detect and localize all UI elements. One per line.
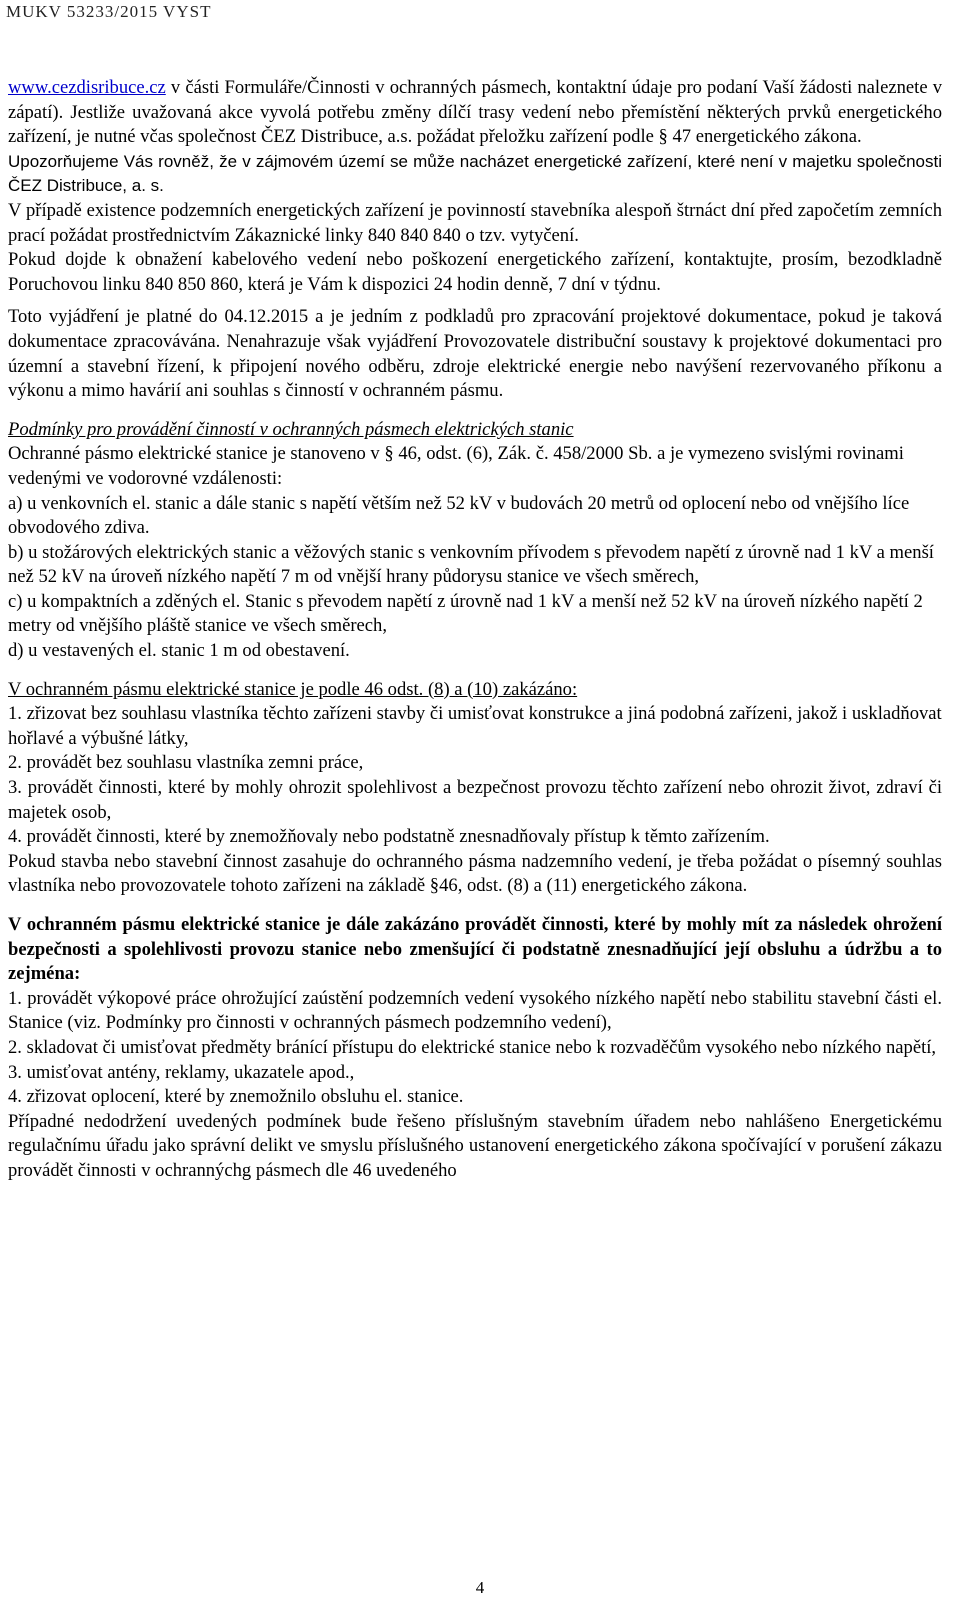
prohibited-heading: V ochranném pásmu elektrické stanice je podle 46 odst. (8) a (10) zakázáno:: [8, 678, 578, 700]
further-item-1: 1. provádět výkopové práce ohrožující zaústění podzemních vedení vysokého nízkého napětí nebo stabilitu stavební části el. Stanice (viz. Podmínky pro činnosti v ochranných pásmech podzemního vedení),: [8, 987, 942, 1034]
intro-paragraph-1: [8, 76, 942, 150]
document-reference-header: MUKV 53233/2015 VYST: [6, 2, 212, 21]
stations-paragraph: Ochranné pásmo elektrické stanice je stanoveno v § 46, odst. (6), Zák. č. 458/2000 Sb. a je vymezeno svislými rovinami vedenými ve vodorovné vzdálenosti:: [8, 443, 904, 489]
website-link[interactable]: www.cezdisribuce.cz: [8, 77, 166, 98]
further-heading: V ochranném pásmu elektrické stanice je dále zakázáno provádět činnosti, které by mohly mít za následek ohrožení bezpečnosti a spolehlivosti provozu stanice nebo zmenšující či podstatně znesnadňující její obsluhu a údržbu a to zejména:: [8, 914, 942, 985]
prohibited-item-4: 4. provádět činnosti, které by znemožňovaly nebo podstatně znesnadňovaly přístup k těmto zařízením.: [8, 826, 770, 848]
stations-item-d: d) u vestavených el. stanic 1 m od obestavení.: [8, 640, 350, 662]
document-body: [8, 76, 942, 1184]
intro-paragraph-3: V případě existence podzemních energetických zařízení je povinností stavebníka alespoň štrnáct dní před započetím zemních prací požádat prostřednictvím Zákaznické linky 840 840 840 o tzv. vytyčení.: [8, 199, 942, 246]
prohibited-item-1: 1. zřizovat bez souhlasu vlastníka těchto zařízeni stavby či umisťovat konstrukce a jiná podobná zařízeni, jakož i uskladňovat hořlavé a výbušné látky,: [8, 703, 942, 749]
intro-paragraph-4: Pokud dojde k obnažení kabelového vedení nebo poškození energetického zařízení, kontaktujte, prosím, bezodkladně Poruchovou linku 840 850 860, která je Vám k dispozici 24 hodin denně, 7 dní v týdnu.: [8, 249, 942, 295]
further-item-4: 4. zřizovat oplocení, které by znemožnilo obsluhu el. stanice.: [8, 1086, 464, 1108]
prohibited-item-3: 3. provádět činnosti, které by mohly ohrozit spolehlivost a bezpečnost provozu těchto zařízení nebo ohrozit život, zdraví či majetek osob,: [8, 777, 942, 823]
stations-item-a: a) u venkovních el. stanic a dále stanic s napětí větším než 52 kV v budovách 20 metrů od oplocení nebo od vnějšího líce obvodového zdiva.: [8, 492, 910, 539]
intro-paragraph-2: Upozorňujeme Vás rovněž, že v zájmovém území se může nacházet energetické zařízení, které není v majetku společnosti ČEZ Distribuce, a. s.: [8, 151, 942, 196]
validity-paragraph: Toto vyjádření je platné do 04.12.2015 a je jedním z podkladů pro zpracování projektové dokumentace, pokud je taková dokumentace zpracovávána. Nenahrazuje však vyjádření Provozovatele distribuční soustavy k projektové dokumentaci pro územní a stavební řízení, k připojení nového odběru, zdroje elektrické energie nebo navýšení rezervovaného příkonu a výkonu a mimo havárií ani souhlas s činností v ochranném pásmu.: [8, 306, 942, 402]
prohibited-item-2: 2. provádět bez souhlasu vlastníka zemni práce,: [8, 752, 364, 774]
further-item-2: 2. skladovat či umisťovat předměty bránící přístupu do elektrické stanice nebo k rozvaděčům vysokého nebo nízkého napětí,: [8, 1036, 937, 1058]
further-item-3: 3. umisťovat antény, reklamy, ukazatele apod.,: [8, 1061, 355, 1083]
stations-item-b: b) u stožárových elektrických stanic a věžových stanic s venkovním přívodem s převodem napětí z úrovně nad 1 kV a menší než 52 kV na úroveň nízkého napětí 7 m od vnější hrany půdorysu stanice ve všech směrech,: [8, 541, 934, 588]
further-paragraph: Případné nedodržení uvedených podmínek bude řešeno příslušným stavebním úřadem nebo nahlášeno Energetickému regulačnímu úřadu jako správní delikt ve smyslu příslušného ustanovení energetického zákona spočívající v porušení zákazu provádět činnosti v ochrannýchg pásmech dle 46 uvedeného: [8, 1110, 942, 1181]
stations-heading: Podmínky pro provádění činností v ochranných pásmech elektrických stanic: [8, 418, 574, 440]
intro-paragraph-1-text: v části Formuláře/Činnosti v ochranných pásmech, kontaktní údaje pro podaní Vaší žádosti naleznete v zápatí). Jestliže uvažovaná akce vyvolá potřebu změny dílčí trasy vedení nebo přemístění některých prvků energetického zařízení, je nutné včas společnost ČEZ Distribuce, a.s. požádat přeložku zařízení podle § 47 energetického zákona.: [8, 77, 942, 148]
prohibited-paragraph: Pokud stavba nebo stavební činnost zasahuje do ochranného pásma nadzemního vedení, je třeba požádat o písemný souhlas vlastníka nebo provozovatele tohoto zařízeni na základě §46, odst. (8) a (11) energetického zákona.: [8, 850, 942, 897]
stations-item-c: c) u kompaktních a zděných el. Stanic s převodem napětí z úrovně nad 1 kV a menší než 52 kV na úroveň nízkého napětí 2 metry od vnějšího pláště stanice ve všech směrech,: [8, 590, 923, 637]
page-number: 4: [475, 1578, 485, 1597]
